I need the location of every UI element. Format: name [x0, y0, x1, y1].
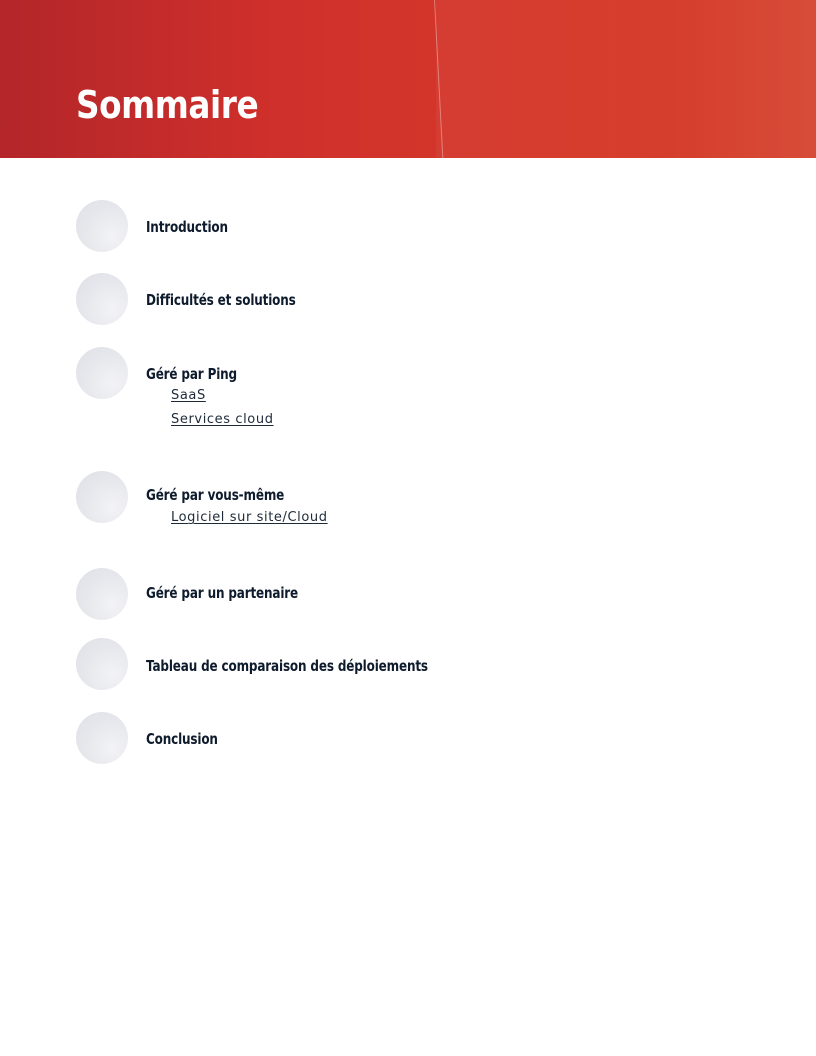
toc-bullet-circle [76, 568, 128, 620]
toc-item-title: Tableau de comparaison des déploiements [146, 657, 428, 675]
toc-bullet-circle [76, 471, 128, 523]
toc-item-title: Conclusion [146, 730, 218, 748]
toc-bullet-circle [76, 712, 128, 764]
page-title: Sommaire [76, 83, 259, 127]
toc-sublink-logiciel-sur-site[interactable]: Logiciel sur site/Cloud [171, 510, 328, 525]
toc-bullet-circle [76, 347, 128, 399]
toc-item-title: Difficultés et solutions [146, 291, 296, 309]
toc-item-title: Géré par vous-même [146, 486, 285, 504]
toc-item-title: Géré par Ping [146, 365, 237, 383]
toc-item-title: Introduction [146, 218, 228, 236]
toc-sublink-saas[interactable]: SaaS [171, 388, 206, 403]
header-banner [0, 0, 816, 158]
toc-bullet-circle [76, 273, 128, 325]
header-sheen [436, 0, 816, 158]
toc-sublink-services-cloud[interactable]: Services cloud [171, 412, 274, 427]
toc-item-title: Géré par un partenaire [146, 584, 299, 602]
toc-bullet-circle [76, 638, 128, 690]
toc-bullet-circle [76, 200, 128, 252]
